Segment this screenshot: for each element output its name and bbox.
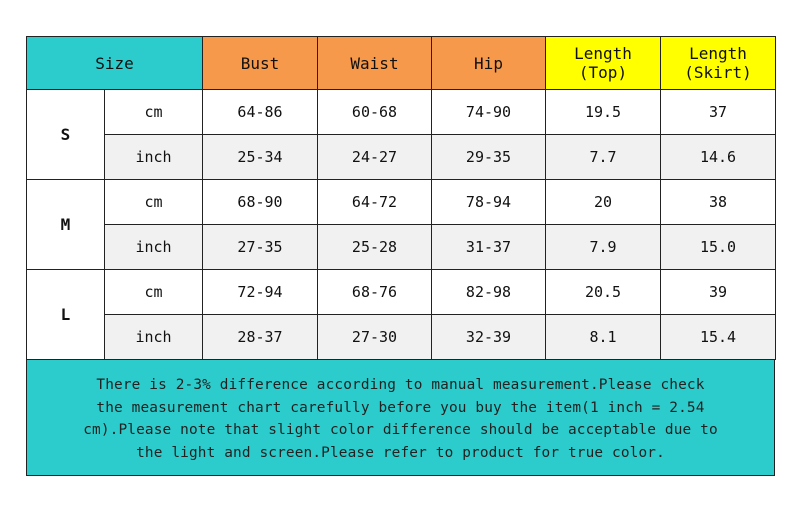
measurement-note (26, 360, 775, 476)
hip-cell: 31-37 (432, 225, 546, 270)
size-chart (26, 36, 775, 476)
note-line: There is 2-3% difference according to manual measurement.Please check (96, 377, 705, 393)
unit-cell: inch (105, 315, 203, 360)
note-line: cm).Please note that slight color difference should be acceptable due to (83, 422, 718, 438)
unit-cell: cm (105, 90, 203, 135)
waist-cell: 60-68 (318, 90, 432, 135)
table-row (27, 270, 776, 315)
unit-cell: inch (105, 135, 203, 180)
header-size: Size (27, 37, 203, 90)
unit-cell: inch (105, 225, 203, 270)
length-skirt-cell: 39 (661, 270, 776, 315)
table-row (27, 180, 776, 225)
note-line: the light and screen.Please refer to product for true color. (136, 444, 665, 461)
bust-cell: 28-37 (203, 315, 318, 360)
waist-cell: 27-30 (318, 315, 432, 360)
header-row (27, 37, 776, 90)
waist-cell: 64-72 (318, 180, 432, 225)
header-length-skirt: Length (Skirt) (661, 37, 776, 90)
size-label: M (27, 180, 105, 270)
length-skirt-cell: 15.4 (661, 315, 776, 360)
bust-cell: 27-35 (203, 225, 318, 270)
length-skirt-cell: 37 (661, 90, 776, 135)
waist-cell: 24-27 (318, 135, 432, 180)
length-skirt-cell: 15.0 (661, 225, 776, 270)
table-row (27, 315, 776, 360)
header-bust: Bust (203, 37, 318, 90)
bust-cell: 68-90 (203, 180, 318, 225)
unit-cell: cm (105, 180, 203, 225)
size-label: S (27, 90, 105, 180)
hip-cell: 29-35 (432, 135, 546, 180)
waist-cell: 25-28 (318, 225, 432, 270)
hip-cell: 32-39 (432, 315, 546, 360)
waist-cell: 68-76 (318, 270, 432, 315)
unit-cell: cm (105, 270, 203, 315)
bust-cell: 25-34 (203, 135, 318, 180)
length-skirt-cell: 14.6 (661, 135, 776, 180)
size-table (26, 36, 776, 360)
length-skirt-cell: 38 (661, 180, 776, 225)
note-line: the measurement chart carefully before you buy the item(1 inch = 2.54 (96, 399, 705, 416)
length-top-cell: 19.5 (546, 90, 661, 135)
length-top-cell: 7.7 (546, 135, 661, 180)
table-row (27, 90, 776, 135)
hip-cell: 74-90 (432, 90, 546, 135)
bust-cell: 64-86 (203, 90, 318, 135)
hip-cell: 78-94 (432, 180, 546, 225)
header-hip: Hip (432, 37, 546, 90)
hip-cell: 82-98 (432, 270, 546, 315)
length-top-cell: 20 (546, 180, 661, 225)
length-top-cell: 7.9 (546, 225, 661, 270)
length-top-cell: 20.5 (546, 270, 661, 315)
length-top-cell: 8.1 (546, 315, 661, 360)
bust-cell: 72-94 (203, 270, 318, 315)
table-row (27, 225, 776, 270)
table-row (27, 135, 776, 180)
header-waist: Waist (318, 37, 432, 90)
header-length-top: Length (Top) (546, 37, 661, 90)
size-label: L (27, 270, 105, 360)
